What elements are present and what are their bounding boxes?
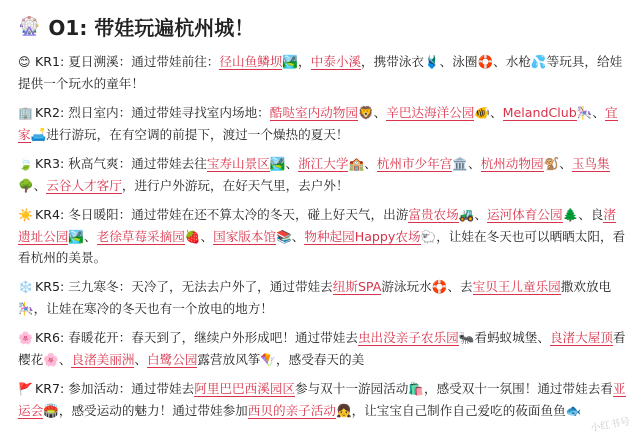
kr-text: 🏫、 — [348, 156, 377, 171]
kr-text: 撒欢放电🎠，让娃在寒冷的冬天也有一个放电的地方！ — [18, 279, 612, 316]
kr-text: 、 — [134, 352, 148, 367]
kr-text: 🐜看蚂蚁城堡、 — [458, 330, 550, 345]
place-link[interactable]: 西贝的亲子活动 — [247, 403, 336, 418]
place-link[interactable]: 纽斯SPA — [332, 279, 382, 294]
building-icon: 🏢 — [18, 106, 33, 120]
place-link[interactable]: 玉鸟集 — [571, 156, 610, 171]
kr-text: 🐠、 — [474, 105, 503, 120]
place-link[interactable]: 径山鱼鳞坝 — [219, 54, 283, 69]
kr-text: 🌲、良 — [562, 207, 604, 222]
kr-text: 🦁、 — [357, 105, 387, 120]
place-link[interactable]: 虫出没亲子农乐园 — [357, 330, 459, 345]
cherry-blossom-icon: 🌸 — [18, 331, 33, 345]
place-link[interactable]: 亚运会 — [18, 381, 626, 418]
kr-item-7 — [18, 378, 626, 421]
place-link[interactable]: 良渚大屋顶 — [549, 330, 613, 345]
kr-text: 🐒、 — [543, 156, 572, 171]
kr-text: 🐑，让娃在冬天也可以晒晒太阳，看看杭州的美景。 — [18, 229, 626, 265]
kr-text: 🎠、 — [576, 105, 606, 120]
place-link[interactable]: 渚遗址公园 — [18, 207, 616, 244]
kr-text: 露营放风筝🪁，感受春天的美 — [197, 352, 365, 367]
place-link[interactable]: 物种起园Happy农场 — [304, 229, 421, 244]
flag-icon: 🚩 — [18, 382, 33, 396]
place-link[interactable]: MelandClub — [502, 105, 577, 120]
kr-text: KR3: 秋高气爽：通过带娃去往 — [35, 156, 207, 171]
kr-text: 🏞️、 — [68, 229, 97, 244]
kr-text: 🚜、 — [458, 207, 487, 222]
kr-item-3 — [18, 153, 626, 196]
kr-text: 🌳、 — [18, 178, 47, 193]
kr-text: 🍓、 — [184, 229, 214, 244]
leaf-icon: 🍃 — [18, 157, 33, 171]
kr-item-6 — [18, 327, 626, 370]
place-link[interactable]: 良渚美丽洲 — [71, 352, 135, 367]
sun-icon: ☀️ — [18, 208, 33, 222]
place-link[interactable]: 国家版本馆 — [213, 229, 277, 244]
place-link[interactable]: 阿里巴巴西溪园区 — [194, 381, 295, 396]
place-link[interactable]: 宝贝王儿童乐园 — [472, 279, 561, 294]
title-text: O1: 带娃玩遍杭州城！ — [48, 16, 255, 40]
kr-list — [18, 51, 626, 421]
kr-text: KR7: 参加活动：通过带娃去 — [35, 381, 195, 396]
kr-text: 🏟️，感受运动的魅力！通过带娃参加 — [43, 403, 248, 418]
kr-text: 👧，让宝宝自己制作自己爱吃的莜面鱼鱼🐟 — [335, 403, 582, 418]
kr-text: KR5: 三九寒冬：天冷了，无法去户外了，通过带娃去 — [35, 279, 333, 294]
kr-text: KR6: 春暖花开：春天到了，继续户外形成吧！通过带娃去 — [35, 330, 358, 345]
kr-item-1 — [18, 51, 626, 94]
kr-text: 游泳玩水🛟、去 — [381, 279, 473, 294]
place-link[interactable]: 白鹭公园 — [147, 352, 198, 367]
kr-text: 🏛️、 — [452, 156, 481, 171]
place-link[interactable]: 云谷人才客厅 — [46, 178, 122, 193]
sun-smile-icon: 😊 — [18, 55, 31, 69]
kr-item-4 — [18, 204, 626, 268]
kr-text: 🛋️进行游玩，在有空调的前提下，渡过一个燥热的夏天！ — [30, 127, 349, 142]
kr-item-5 — [18, 276, 626, 319]
place-link[interactable]: 杭州市少年宫 — [376, 156, 453, 171]
ferris-wheel-icon: 🎡 — [18, 16, 41, 37]
kr-text: KR4: 冬日暖阳：通过带娃在还不算太冷的冬天，碰上好天气，出游 — [35, 207, 409, 222]
kr-text: 参与双十一游园活动🛍️，感受双十一氛围！通过带娃去看 — [294, 381, 613, 396]
kr-item-2 — [18, 102, 626, 145]
place-link[interactable]: 酷哒室内动物园 — [269, 105, 358, 120]
kr-text: ，携带泳衣🩱、泳圈🛟、水枪💦等玩具，给娃提供一个玩水的童年！ — [18, 54, 623, 91]
kr-text: 🏞️、 — [269, 156, 299, 171]
kr-text: ，进行户外游玩，在好天气里，去户外！ — [121, 178, 349, 193]
kr-text: 📚、 — [276, 229, 305, 244]
place-link[interactable]: 中泰小溪 — [310, 54, 362, 69]
kr-text: 看樱花🌸、 — [18, 330, 626, 367]
kr-text: 🏞️， — [282, 54, 311, 69]
place-link[interactable]: 老徐草莓采摘园 — [96, 229, 185, 244]
place-link[interactable]: 宝寿山景区 — [206, 156, 270, 171]
place-link[interactable]: 宜家 — [18, 105, 618, 142]
kr-text: KR1: 夏日溯溪：通过带娃前往： — [35, 54, 220, 69]
place-link[interactable]: 辛巴达海洋公园 — [386, 105, 475, 120]
place-link[interactable]: 浙江大学 — [298, 156, 349, 171]
watermark: 小红书号 — [589, 416, 631, 435]
snowflake-icon: ❄️ — [18, 280, 33, 294]
kr-text: KR2: 烈日室内：通过带娃寻找室内场地： — [35, 105, 270, 120]
place-link[interactable]: 杭州动物园 — [480, 156, 544, 171]
page-title — [18, 12, 626, 41]
place-link[interactable]: 运河体育公园 — [486, 207, 563, 222]
place-link[interactable]: 富贵农场 — [408, 207, 459, 222]
